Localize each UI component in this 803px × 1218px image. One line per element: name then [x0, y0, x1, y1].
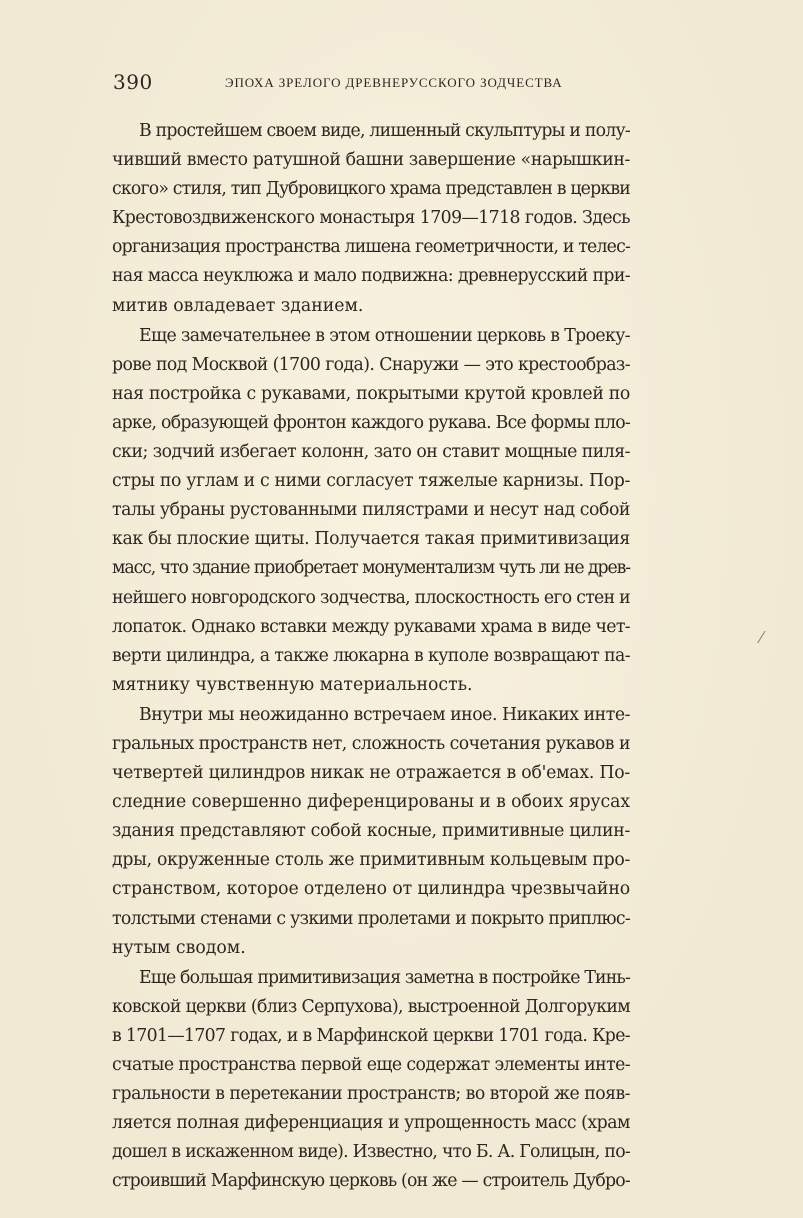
paragraph-4 [112, 964, 630, 1197]
text-line: рове под Москвой (1700 года). Снаружи — это крестообраз- [112, 354, 630, 375]
text-line: В простейшем своем виде, лишенный скульптуры и полу- [139, 121, 630, 141]
text-line: ского» стиля, тип Дубровицкого храма представлен в церкви [112, 179, 630, 200]
text-line: верти цилиндра, а также люкарна в куполе возвращают па- [112, 645, 630, 666]
text-line: Крестовоздвиженского монастыря 1709—1718 годов. Здесь [112, 208, 630, 229]
text-line: странством, которое отделено от цилиндра чрезвычайно [112, 879, 631, 900]
text-line: ляется полная диференциация и упрощенность масс (храм [112, 1113, 630, 1134]
text-line: нейшего новгородского зодчества, плоскостность его стен и [112, 587, 630, 608]
text-line: организация пространства лишена геометричности, и телес- [112, 237, 630, 258]
text-line: в 1701—1707 годах, и в Марфинской церкви 1701 года. Кре- [112, 1025, 630, 1046]
text-line: стры по углам и с ними согласует тяжелые карнизы. Пор- [112, 471, 630, 492]
text-line: ковской церкви (близ Серпухова), выстроенной Долгоруким [112, 996, 630, 1017]
text-line: митив овладевает зданием. [112, 295, 364, 316]
text-line: талы убраны рустованными пилястрами и несут над собой [112, 500, 630, 521]
text-line: ски; зодчий избегает колонн, зато он ставит мощные пиля- [112, 442, 630, 463]
page-number: 390 [113, 70, 153, 94]
text-line: мятнику чувственную материальность. [112, 674, 473, 695]
text-line: арке, образующей фронтон каждого рукава. Все формы пло- [112, 412, 630, 433]
text-line: лопаток. Однако вставки между рукавами храма в виде чет- [112, 616, 630, 637]
text-line: четвертей цилиндров никак не отражается в об'емах. По- [112, 763, 630, 784]
text-line: Внутри мы неожиданно встречаем иное. Никаких инте- [139, 704, 630, 725]
paragraph-1 [112, 117, 630, 321]
text-line: масс, что здание приобретает монументализм чуть ли не древ- [112, 558, 630, 579]
text-line: счатые пространства первой еще содержат элементы инте- [112, 1055, 630, 1075]
text-line: как бы плоские щиты. Получается такая примитивизация [112, 529, 630, 550]
margin-pencil-mark: ⁄ [760, 628, 763, 647]
text-line: нутым сводом. [112, 937, 246, 958]
text-line: чивший вместо ратушной башни завершение «нарышкин- [112, 150, 630, 171]
text-line: дошел в искаженном виде). Известно, что Б. А. Голицын, по- [112, 1142, 630, 1163]
text-line: ная постройка с рукавами, покрытыми крутой кровлей по [112, 383, 630, 404]
running-head [113, 70, 631, 100]
text-line: дры, окруженные столь же примитивным кольцевым про- [112, 850, 630, 871]
running-title: ЭПОХА ЗРЕЛОГО ДРЕВНЕРУССКОГО ЗОДЧЕСТВА [225, 75, 563, 90]
text-line: здания представляют собой косные, примитивные цилин- [112, 821, 630, 842]
text-line: гральности в перетекании пространств; во второй же появ- [112, 1084, 630, 1105]
text-line: ная масса неуклюжа и мало подвижна: древнерусский при- [112, 266, 630, 287]
text-line: следние совершенно диференцированы и в обоих ярусах [112, 792, 630, 813]
paragraph-3 [112, 701, 630, 963]
text-line: толстыми стенами с узкими пролетами и покрыто приплюс- [112, 908, 630, 929]
text-line: строивший Марфинскую церковь (он же — строитель Дубро- [112, 1171, 630, 1192]
text-line: Еще замечательнее в этом отношении церковь в Троеку- [139, 325, 630, 346]
body-text [112, 117, 630, 1196]
text-line: Еще большая примитивизация заметна в постройке Тинь- [139, 967, 630, 988]
text-line: гральных пространств нет, сложность сочетания рукавов и [112, 733, 630, 754]
paragraph-2 [112, 322, 630, 700]
